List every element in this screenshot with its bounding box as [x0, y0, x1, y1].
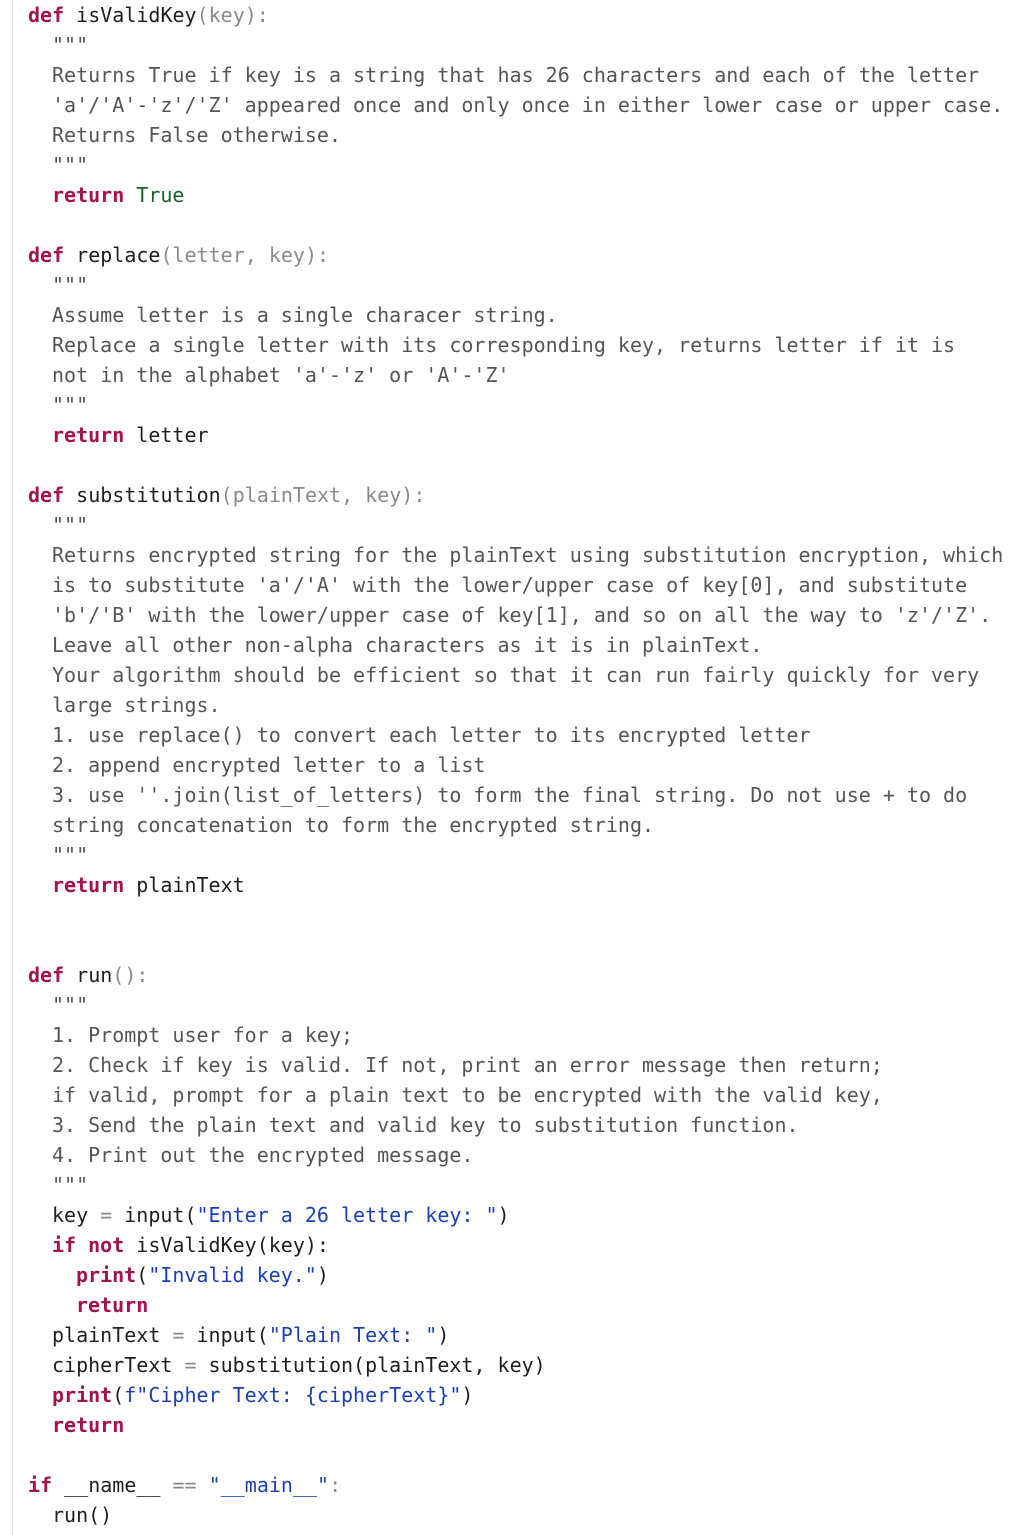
keyword-return: return [52, 873, 125, 897]
paren: ( [136, 1263, 149, 1287]
docstring-line: Returns encrypted string for the plainText using substitution encryption, which [52, 543, 1004, 567]
keyword-if: if [28, 1473, 53, 1497]
docstring-line: not in the alphabet 'a'-'z' or 'A'-'Z' [52, 363, 510, 387]
call: input( [196, 1323, 269, 1347]
code-line [52, 1230, 329, 1260]
call: run() [52, 1503, 113, 1527]
docstring-quotes: """ [52, 513, 89, 537]
gutter-divider [12, 0, 13, 1535]
builtin-print: print [76, 1263, 137, 1287]
variable: key [52, 1203, 89, 1227]
operator: == [172, 1473, 197, 1497]
operator: = [160, 1323, 197, 1347]
function-params: (): [112, 963, 149, 987]
docstring-line: 3. Send the plain text and valid key to substitution function. [52, 1113, 799, 1137]
function-name: substitution [76, 483, 221, 507]
docstring-line: 1. Prompt user for a key; [52, 1023, 354, 1047]
return-value: letter [136, 423, 209, 447]
docstring-line: large strings. [52, 693, 221, 717]
function-params: (letter, key): [160, 243, 330, 267]
docstring-line: string concatenation to form the encrypted string. [52, 813, 655, 837]
string-literal: "__main__" [196, 1473, 330, 1497]
docstring-line: Returns True if key is a string that has 26 characters and each of the letter [52, 63, 980, 87]
operator: = [172, 1353, 209, 1377]
return-value: True [136, 183, 185, 207]
code-line [28, 0, 269, 30]
call: input( [124, 1203, 197, 1227]
paren: ( [112, 1383, 125, 1407]
docstring-line: Replace a single letter with its corresponding key, returns letter if it is [52, 333, 956, 357]
docstring-line: is to substitute 'a'/'A' with the lower/upper case of key[0], and substitute [52, 573, 968, 597]
code-line [28, 1470, 341, 1500]
docstring-line: 'b'/'B' with the lower/upper case of key[1], and so on all the way to 'z'/'Z'. [52, 603, 992, 627]
keyword-if: if [52, 1233, 77, 1257]
keyword-def: def [28, 963, 65, 987]
function-params: (plainText, key): [220, 483, 426, 507]
docstring-quotes: """ [52, 273, 89, 297]
code-line [52, 1350, 546, 1380]
function-name: run [76, 963, 113, 987]
keyword-def: def [28, 483, 65, 507]
docstring-line: 3. use ''.join(list_of_letters) to form the final string. Do not use + to do [52, 783, 968, 807]
docstring-line: if valid, prompt for a plain text to be encrypted with the valid key, [52, 1083, 883, 1107]
builtin-print: print [52, 1383, 113, 1407]
function-params: (key): [196, 3, 269, 27]
paren: ) [316, 1263, 329, 1287]
string-literal: "Enter a 26 letter key: " [196, 1203, 498, 1227]
code-line [28, 960, 148, 990]
docstring-quotes: """ [52, 33, 89, 57]
docstring-line: Assume letter is a single characer string. [52, 303, 558, 327]
docstring-line: Returns False otherwise. [52, 123, 341, 147]
docstring-quotes: """ [52, 843, 89, 867]
docstring-quotes: """ [52, 993, 89, 1017]
dunder-name: __name__ [52, 1473, 173, 1497]
code-line [52, 1320, 449, 1350]
docstring-quotes: """ [52, 153, 89, 177]
docstring-line: 1. use replace() to convert each letter to its encrypted letter [52, 723, 811, 747]
paren: ) [461, 1383, 474, 1407]
keyword-def: def [28, 243, 65, 267]
keyword-return: return [52, 1413, 125, 1437]
code-line [52, 1380, 473, 1410]
code-line [52, 1410, 124, 1440]
code-line [52, 180, 184, 210]
code-line [52, 870, 245, 900]
paren: ) [437, 1323, 450, 1347]
code-line [76, 1260, 329, 1290]
colon: : [329, 1473, 342, 1497]
keyword-return: return [52, 183, 125, 207]
code-line [52, 420, 209, 450]
docstring-line: Your algorithm should be efficient so that it can run fairly quickly for very [52, 663, 980, 687]
function-name: isValidKey [76, 3, 197, 27]
docstring-line: 4. Print out the encrypted message. [52, 1143, 474, 1167]
docstring-quotes: """ [52, 1173, 89, 1197]
string-literal: f"Cipher Text: {cipherText}" [124, 1383, 462, 1407]
string-literal: "Invalid key." [148, 1263, 317, 1287]
function-name: replace [76, 243, 161, 267]
paren: ) [497, 1203, 510, 1227]
code-line [76, 1290, 148, 1320]
code-line [28, 240, 329, 270]
keyword-not: not [88, 1233, 125, 1257]
docstring-line: 2. append encrypted letter to a list [52, 753, 486, 777]
return-value: plainText [136, 873, 245, 897]
docstring-line: 'a'/'A'-'z'/'Z' appeared once and only once in either lower case or upper case. [52, 93, 1004, 117]
code-line [52, 1200, 510, 1230]
variable: cipherText [52, 1353, 173, 1377]
call: substitution(plainText, key) [208, 1353, 546, 1377]
keyword-return: return [76, 1293, 149, 1317]
docstring-line: Leave all other non-alpha characters as it is in plainText. [52, 633, 763, 657]
docstring-line: 2. Check if key is valid. If not, print an error message then return; [52, 1053, 883, 1077]
code-line [52, 1500, 112, 1530]
keyword-def: def [28, 3, 65, 27]
docstring-quotes: """ [52, 393, 89, 417]
code-line [28, 480, 425, 510]
keyword-return: return [52, 423, 125, 447]
call: isValidKey(key): [124, 1233, 329, 1257]
string-literal: "Plain Text: " [268, 1323, 438, 1347]
operator: = [88, 1203, 125, 1227]
variable: plainText [52, 1323, 161, 1347]
